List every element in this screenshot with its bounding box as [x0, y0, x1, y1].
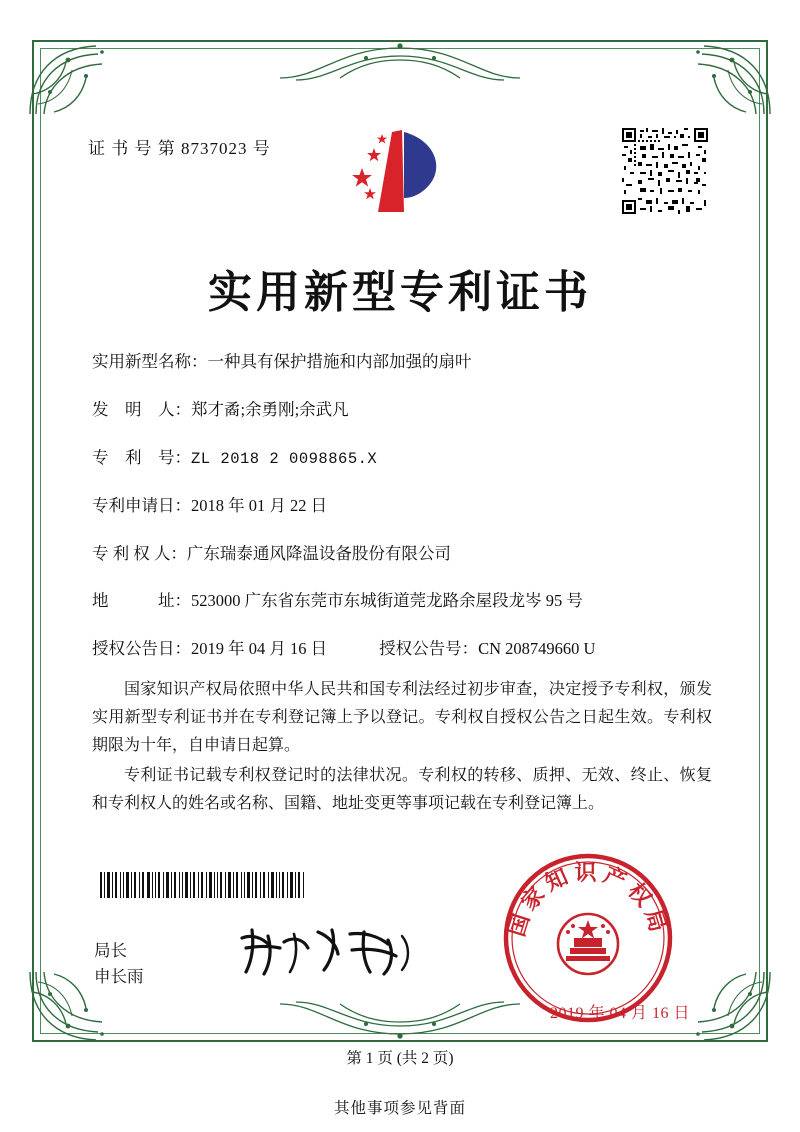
field-value: 广东瑞泰通风降温设备股份有限公司	[186, 543, 451, 563]
paragraph-1: 国家知识产权局依照中华人民共和国专利法经过初步审查，决定授予专利权，颁发实用新型专利证书并在专利登记簿上予以登记。专利权自授权公告之日起生效。专利权期限为十年，自申请日起算。	[92, 681, 712, 754]
grant-number-value: CN 208749660 U	[478, 639, 596, 658]
field-label: 实用新型名称：	[92, 352, 208, 371]
grant-date-label: 授权公告日：	[92, 639, 191, 658]
director-title-label: 局长	[94, 941, 127, 960]
field-list	[92, 350, 712, 685]
svg-text:国家知识产权局: 国家知识产权局	[503, 860, 673, 940]
certificate-number: 证 书 号 第 8737023 号	[88, 139, 271, 158]
official-seal-icon	[502, 852, 674, 1024]
field-label: 专利申请日：	[92, 495, 191, 515]
field-value: 郑才矞;余勇刚;余武凡	[191, 399, 349, 419]
field-row-name	[92, 350, 712, 375]
field-value: ZL 2018 2 0098865.X	[191, 449, 378, 468]
signature-block	[94, 938, 144, 989]
corner-ornament-icon	[656, 34, 776, 120]
paragraph-2: 专利证书记载专利权登记时的法律状况。专利权的转移、质押、无效、终止、恢复和专利权人的姓名或名称、国籍、地址变更等事项记载在专利登记簿上。	[92, 767, 712, 812]
field-label: 专 利 权 人：	[92, 543, 187, 563]
field-value: 一种具有保护措施和内部加强的扇叶	[207, 352, 472, 371]
field-row-patentee	[92, 542, 712, 567]
cnipa-logo-icon	[348, 120, 458, 224]
legal-text	[92, 676, 712, 820]
handwritten-signature-icon	[232, 920, 422, 982]
director-name-label: 申长雨	[94, 966, 144, 986]
field-row-patent-number	[92, 446, 712, 471]
field-value: 523000 广东省东莞市东城街道莞龙路余屋段龙岑 95 号	[191, 591, 583, 611]
field-label: 发 明 人：	[92, 399, 191, 419]
barcode-icon	[98, 872, 306, 898]
field-value: 2018 年 01 月 22 日	[191, 495, 328, 515]
corner-ornament-icon	[24, 34, 144, 120]
field-row-inventor	[92, 398, 712, 423]
field-row-grant	[92, 637, 712, 662]
field-row-address	[92, 589, 712, 614]
page-title: 实用新型专利证书	[208, 268, 592, 317]
field-label: 专 利 号：	[92, 447, 191, 467]
bottom-ornament-icon	[270, 996, 530, 1048]
field-row-application-date	[92, 494, 712, 519]
top-ornament-icon	[270, 34, 530, 86]
grant-number-label: 授权公告号：	[379, 639, 479, 658]
qr-code-icon	[622, 128, 708, 214]
seal-date: 2019 年 04 月 16 日	[549, 1005, 690, 1022]
grant-date-value: 2019 年 04 月 16 日	[191, 639, 328, 658]
footer-note: 其他事项参见背面	[333, 1100, 466, 1117]
page-number: 第 1 页 (共 2 页)	[346, 1050, 454, 1067]
field-label: 地 址：	[92, 591, 191, 611]
